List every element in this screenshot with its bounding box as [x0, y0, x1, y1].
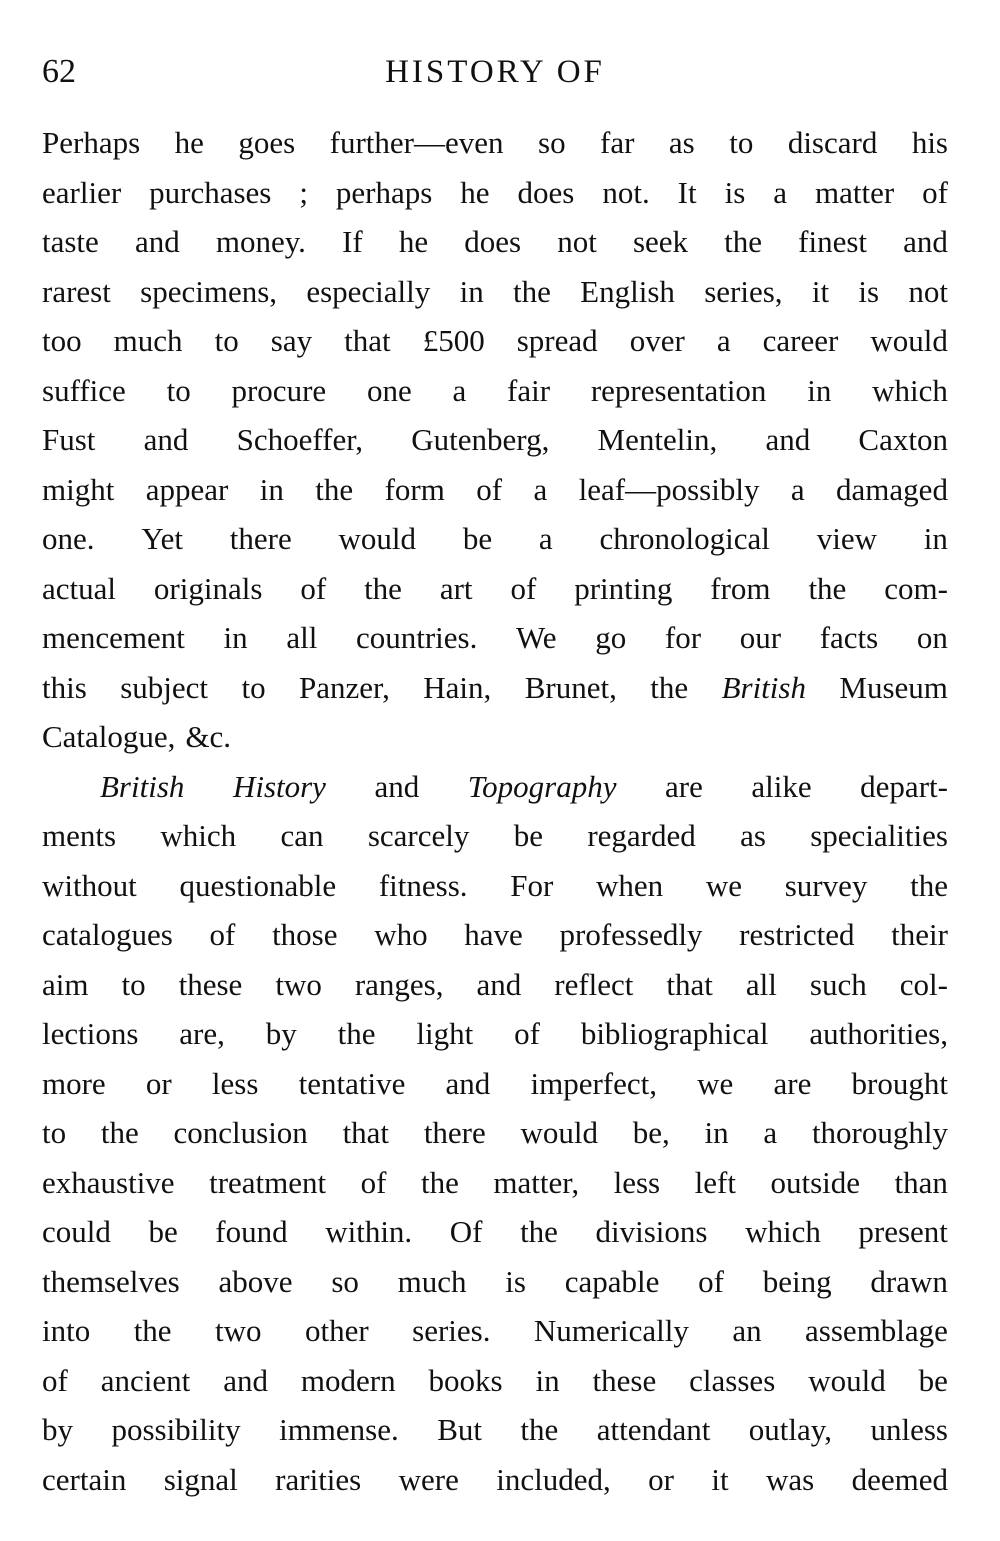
word: purchases: [149, 174, 272, 210]
word: not: [557, 224, 597, 259]
word: the: [133, 1313, 172, 1348]
word: to: [241, 669, 266, 705]
word: are: [665, 768, 703, 804]
word: included,: [496, 1461, 611, 1497]
text-line: [42, 217, 948, 267]
word: matter,: [493, 1164, 580, 1200]
word: outside: [770, 1164, 861, 1200]
word: Gutenberg,: [411, 422, 550, 457]
word: our: [739, 620, 782, 655]
word: the: [650, 669, 689, 705]
word: these: [592, 1362, 657, 1398]
word: authorities,: [809, 1016, 948, 1051]
word: his: [911, 125, 948, 160]
text-line: [42, 1158, 948, 1208]
word: not: [908, 273, 948, 309]
text-line: [42, 1405, 948, 1455]
word: of: [476, 471, 503, 507]
word: the: [315, 471, 354, 507]
word: perhaps: [335, 174, 433, 210]
word: be: [918, 1362, 948, 1398]
word: Fust: [42, 422, 96, 457]
word: light: [416, 1016, 474, 1051]
word: depart-: [860, 768, 948, 804]
word: series.: [412, 1313, 491, 1348]
text-line: [42, 762, 948, 812]
word: a: [533, 471, 548, 507]
word: a: [538, 521, 553, 556]
word: Mentelin,: [597, 422, 718, 457]
word: series,: [704, 273, 783, 309]
word: If: [342, 224, 363, 259]
word: two: [275, 966, 322, 1002]
word: further—even: [329, 125, 504, 160]
word: themselves: [42, 1263, 180, 1299]
word: leaf—possibly: [578, 471, 760, 507]
word: left: [694, 1164, 736, 1200]
word: catalogues: [42, 917, 173, 952]
word: an: [732, 1313, 762, 1348]
word: Perhaps: [42, 125, 141, 160]
word: books: [428, 1362, 503, 1398]
text-line: [42, 712, 948, 762]
word: tentative: [298, 1065, 406, 1101]
text-line: [42, 613, 948, 663]
word: in: [807, 372, 832, 408]
word: capable: [564, 1263, 660, 1299]
word: thoroughly: [811, 1115, 948, 1150]
word: British: [721, 669, 806, 705]
word: and: [903, 224, 948, 259]
word: he: [460, 174, 490, 210]
word: ;: [299, 174, 308, 210]
word: of: [209, 917, 236, 952]
word: which: [745, 1214, 821, 1249]
word: the: [513, 273, 551, 309]
word: rarities: [275, 1461, 362, 1497]
word: the: [100, 1115, 139, 1150]
word: that: [666, 966, 713, 1002]
word: be: [513, 818, 543, 853]
word: facts: [819, 620, 879, 655]
word: Yet: [141, 521, 183, 556]
word: divisions: [595, 1214, 708, 1249]
word: actual: [42, 570, 117, 606]
word: drawn: [870, 1263, 948, 1299]
text-line: [42, 1257, 948, 1307]
word: possibility: [111, 1412, 241, 1447]
word: col-: [899, 966, 948, 1002]
word: have: [464, 917, 523, 952]
word: would: [808, 1362, 886, 1398]
word: unless: [870, 1412, 948, 1447]
word: the: [520, 1214, 558, 1249]
word: might: [42, 471, 115, 507]
word: procure: [231, 372, 327, 408]
word: classes: [689, 1362, 776, 1398]
word: he: [174, 125, 204, 160]
word: and: [476, 966, 522, 1002]
word: from: [710, 570, 771, 606]
word: found: [215, 1214, 288, 1249]
text-line: [42, 1059, 948, 1109]
word: say: [270, 323, 313, 358]
word: discard: [787, 125, 878, 160]
word: com-: [884, 570, 948, 606]
word: goes: [238, 125, 296, 160]
word: It: [677, 174, 697, 210]
word: present: [858, 1214, 948, 1249]
word: those: [272, 917, 338, 952]
word: subject: [120, 669, 209, 705]
word: can: [280, 818, 324, 853]
text-line: [42, 514, 948, 564]
word: to: [121, 966, 146, 1002]
text-line: [42, 316, 948, 366]
word: Caxton: [858, 422, 948, 457]
word: money.: [215, 224, 306, 259]
word: in: [923, 521, 948, 556]
word: far: [600, 125, 635, 160]
word: of: [510, 570, 537, 606]
word: much: [397, 1263, 467, 1299]
word: in: [459, 273, 484, 309]
word: to: [214, 323, 239, 358]
word: appear: [145, 471, 229, 507]
word: British: [100, 768, 185, 804]
word: originals: [153, 570, 263, 606]
word: when: [596, 867, 664, 903]
word: Numerically: [533, 1313, 689, 1348]
word: professedly: [559, 917, 703, 952]
word: does: [464, 224, 522, 259]
word: or: [145, 1065, 172, 1101]
word: which: [160, 818, 237, 853]
word: scarcely: [367, 818, 470, 853]
word: be: [148, 1214, 178, 1249]
word: two: [215, 1313, 262, 1348]
word: is: [858, 273, 880, 309]
word: signal: [163, 1461, 238, 1497]
text-line: [42, 1009, 948, 1059]
word: and: [765, 422, 811, 457]
word: a: [452, 372, 467, 408]
text-line: [42, 168, 948, 218]
text-line: [42, 267, 948, 317]
word: deemed: [851, 1461, 948, 1497]
word: countries.: [355, 620, 478, 655]
word: History: [232, 768, 326, 804]
word: by: [265, 1016, 297, 1051]
word: who: [374, 917, 428, 952]
word: immense.: [279, 1412, 399, 1447]
text-line: [42, 415, 948, 465]
text-line: [42, 811, 948, 861]
word: spread: [516, 323, 598, 358]
word: we: [697, 1065, 734, 1101]
word: Panzer,: [299, 669, 390, 705]
text-line: [42, 118, 948, 168]
text-line: [42, 861, 948, 911]
word: specialities: [810, 818, 948, 853]
word: was: [766, 1461, 815, 1497]
word: would: [870, 323, 948, 358]
text-line: [42, 1356, 948, 1406]
word: specimens,: [140, 273, 278, 309]
word: restricted: [739, 917, 855, 952]
word: could: [42, 1214, 111, 1249]
word: which: [872, 372, 948, 408]
word: the: [520, 1412, 559, 1447]
word: are,: [179, 1016, 225, 1051]
word: fair: [507, 372, 551, 408]
word: outlay,: [748, 1412, 833, 1447]
word: of: [300, 570, 327, 606]
word: within.: [325, 1214, 413, 1249]
word: the: [421, 1164, 459, 1200]
text-line: [42, 366, 948, 416]
word: Brunet,: [524, 669, 617, 705]
word: of: [698, 1263, 724, 1299]
word: to: [166, 372, 191, 408]
word: aim: [42, 966, 89, 1002]
word: on: [916, 620, 948, 655]
word: be: [462, 521, 493, 556]
word: matter: [814, 174, 895, 210]
word: over: [629, 323, 685, 358]
word: earlier: [42, 174, 122, 210]
word: £500: [422, 323, 485, 358]
word: attendant: [596, 1412, 711, 1447]
word: art: [439, 570, 473, 606]
word: Museum: [839, 669, 948, 705]
word: to: [729, 125, 754, 160]
word: rarest: [42, 273, 111, 309]
page-number: 62: [42, 53, 76, 90]
word: without: [42, 867, 137, 903]
word: all: [286, 620, 318, 655]
text-line: [42, 960, 948, 1010]
word: is: [724, 174, 746, 210]
word: in: [535, 1362, 560, 1398]
word: the: [910, 867, 948, 903]
word: brought: [851, 1065, 948, 1101]
word: less: [613, 1164, 661, 1200]
word: regarded: [587, 818, 696, 853]
word: taste: [42, 224, 99, 259]
text-line: [42, 1108, 948, 1158]
word: as: [668, 125, 695, 160]
text-line: [42, 465, 948, 515]
word: a: [763, 1115, 778, 1150]
text-line: [42, 910, 948, 960]
word: ranges,: [354, 966, 444, 1002]
word: and: [445, 1065, 491, 1101]
word: so: [331, 1263, 359, 1299]
word: Hain,: [423, 669, 492, 705]
word: finest: [798, 224, 868, 259]
word: we: [705, 867, 743, 903]
word: assemblage: [805, 1313, 948, 1348]
word: modern: [300, 1362, 396, 1398]
word: are: [773, 1065, 812, 1101]
word: there: [229, 521, 292, 556]
word: this: [42, 669, 87, 705]
word: Catalogue,: [42, 719, 176, 754]
word: of: [922, 174, 948, 210]
word: it: [811, 273, 830, 309]
word: their: [891, 917, 948, 952]
word: ments: [42, 818, 117, 853]
word: these: [178, 966, 243, 1002]
word: career: [762, 323, 839, 358]
word: form: [384, 471, 445, 507]
running-head: [42, 48, 948, 96]
word: questionable: [179, 867, 337, 903]
word: We: [516, 620, 557, 655]
word: fitness.: [378, 867, 468, 903]
text-line: [42, 1207, 948, 1257]
word: of: [360, 1164, 387, 1200]
word: such: [809, 966, 867, 1002]
word: and: [223, 1362, 268, 1398]
word: would: [338, 521, 417, 556]
word: in: [704, 1115, 729, 1150]
word: so: [538, 125, 566, 160]
word: Schoeffer,: [236, 422, 364, 457]
word: and: [143, 422, 189, 457]
word: too: [42, 323, 82, 358]
word: of: [514, 1016, 540, 1051]
word: more: [42, 1065, 106, 1101]
word: view: [816, 521, 877, 556]
word: But: [437, 1412, 482, 1447]
word: less: [211, 1065, 259, 1101]
word: English: [580, 273, 675, 309]
word: or: [648, 1461, 674, 1497]
word: by: [42, 1412, 73, 1447]
word: much: [113, 323, 183, 358]
word: that: [344, 323, 391, 358]
word: representation: [590, 372, 767, 408]
word: the: [364, 570, 402, 606]
word: bibliographical: [580, 1016, 769, 1051]
word: and: [374, 768, 420, 804]
word: for: [664, 620, 702, 655]
word: chronological: [599, 521, 770, 556]
word: Topography: [467, 768, 617, 804]
word: it: [711, 1461, 729, 1497]
word: as: [740, 818, 766, 853]
word: in: [223, 620, 248, 655]
word: ancient: [100, 1362, 191, 1398]
word: and: [134, 224, 180, 259]
word: especially: [306, 273, 431, 309]
word: &c.: [185, 719, 232, 754]
word: the: [724, 224, 763, 259]
word: the: [808, 570, 847, 606]
word: not.: [602, 174, 650, 210]
word: conclusion: [173, 1115, 308, 1150]
word: certain: [42, 1461, 127, 1497]
body-text: [42, 118, 948, 1504]
word: other: [304, 1313, 369, 1348]
word: that: [342, 1115, 390, 1150]
word: treatment: [209, 1164, 327, 1200]
word: being: [762, 1263, 832, 1299]
word: survey: [784, 867, 868, 903]
word: above: [218, 1263, 293, 1299]
word: in: [259, 471, 284, 507]
word: For: [510, 867, 554, 903]
running-title: HISTORY OF: [385, 54, 605, 90]
word: is: [505, 1263, 526, 1299]
word: imperfect,: [530, 1065, 657, 1101]
word: would: [520, 1115, 599, 1150]
word: lections: [42, 1016, 139, 1051]
word: than: [894, 1164, 948, 1200]
word: suffice: [42, 372, 126, 408]
word: into: [42, 1313, 91, 1348]
word: go: [595, 620, 627, 655]
word: damaged: [836, 471, 948, 507]
word: to: [42, 1115, 67, 1150]
word: be,: [632, 1115, 670, 1150]
word: printing: [574, 570, 673, 606]
word: one.: [42, 521, 95, 556]
text-line: [42, 1455, 948, 1505]
word: were: [398, 1461, 459, 1497]
word: mencement: [42, 620, 185, 655]
word: exhaustive: [42, 1164, 175, 1200]
word: of: [42, 1362, 68, 1398]
word: the: [337, 1016, 376, 1051]
word: alike: [751, 768, 812, 804]
word: seek: [632, 224, 689, 259]
word: a: [716, 323, 731, 358]
text-line: [42, 663, 948, 713]
word: all: [745, 966, 777, 1002]
word: Of: [449, 1214, 483, 1249]
text-line: [42, 1306, 948, 1356]
text-line: [42, 564, 948, 614]
word: one: [366, 372, 412, 408]
word: a: [773, 174, 787, 210]
word: reflect: [554, 966, 634, 1002]
word: he: [398, 224, 429, 259]
word: a: [790, 471, 805, 507]
word: there: [423, 1115, 486, 1150]
word: does: [517, 174, 575, 210]
